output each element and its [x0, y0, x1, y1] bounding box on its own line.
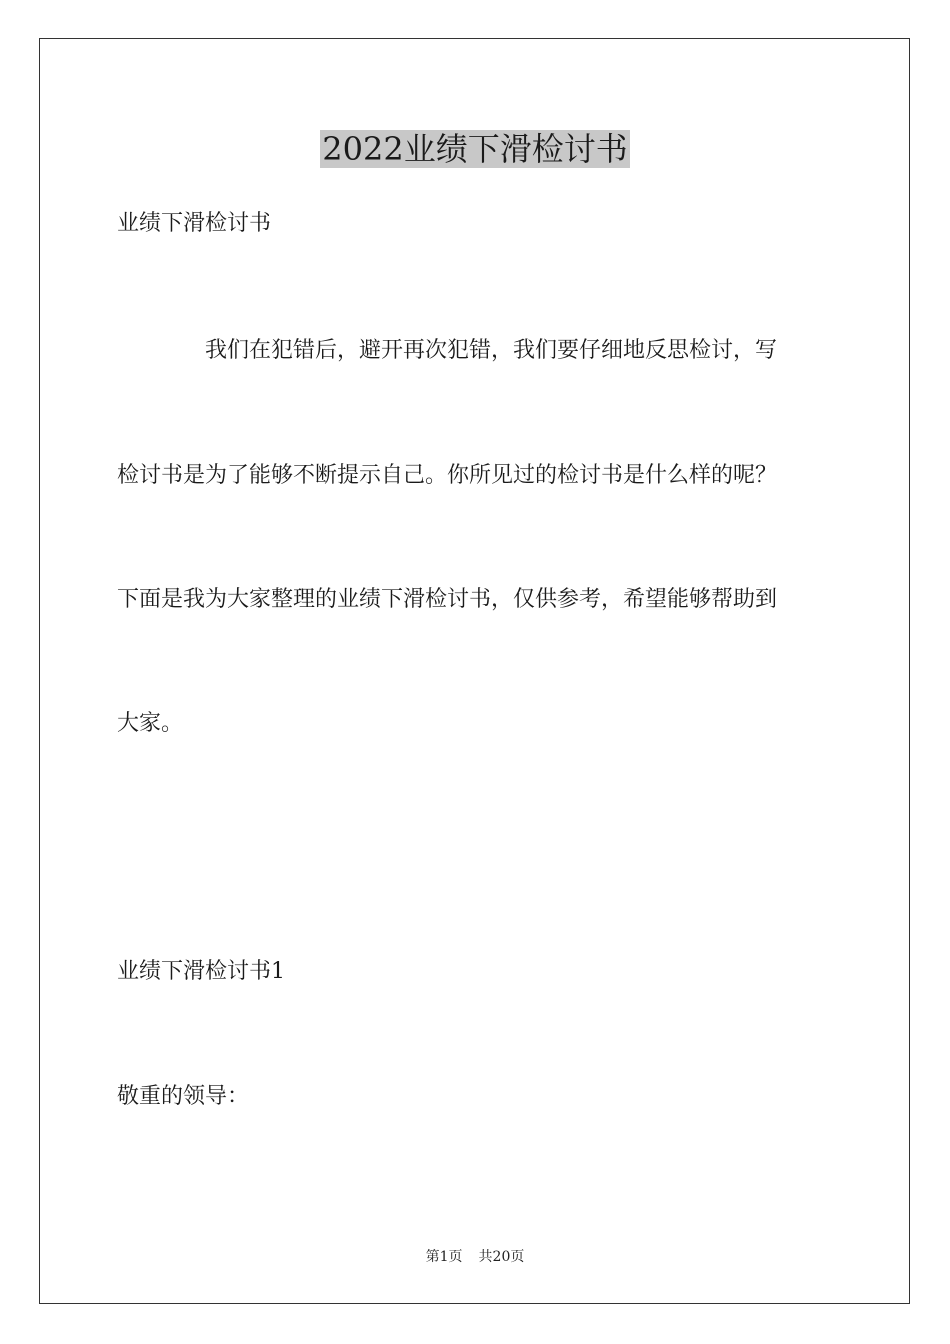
- document-title: [0, 127, 950, 171]
- body-line-3: 下面是我为大家整理的业绩下滑检讨书，仅供参考，希望能够帮助到: [117, 587, 778, 612]
- document-title-text: 2022业绩下滑检讨书: [322, 130, 628, 168]
- page-footer: [0, 1247, 950, 1267]
- page-number: 第1页: [425, 1249, 463, 1265]
- section-heading: 业绩下滑检讨书1: [117, 959, 285, 984]
- salutation: 敬重的领导：: [117, 1084, 250, 1109]
- body-line-4: 大家。: [117, 711, 184, 736]
- page-total: 共20页: [478, 1249, 525, 1265]
- body-line-2: 检讨书是为了能够不断提示自己。你所见过的检讨书是什么样的呢？: [117, 463, 778, 488]
- body-line-1: 我们在犯错后，避开再次犯错，我们要仔细地反思检讨，写: [117, 338, 778, 363]
- subtitle-line: 业绩下滑检讨书: [117, 211, 272, 236]
